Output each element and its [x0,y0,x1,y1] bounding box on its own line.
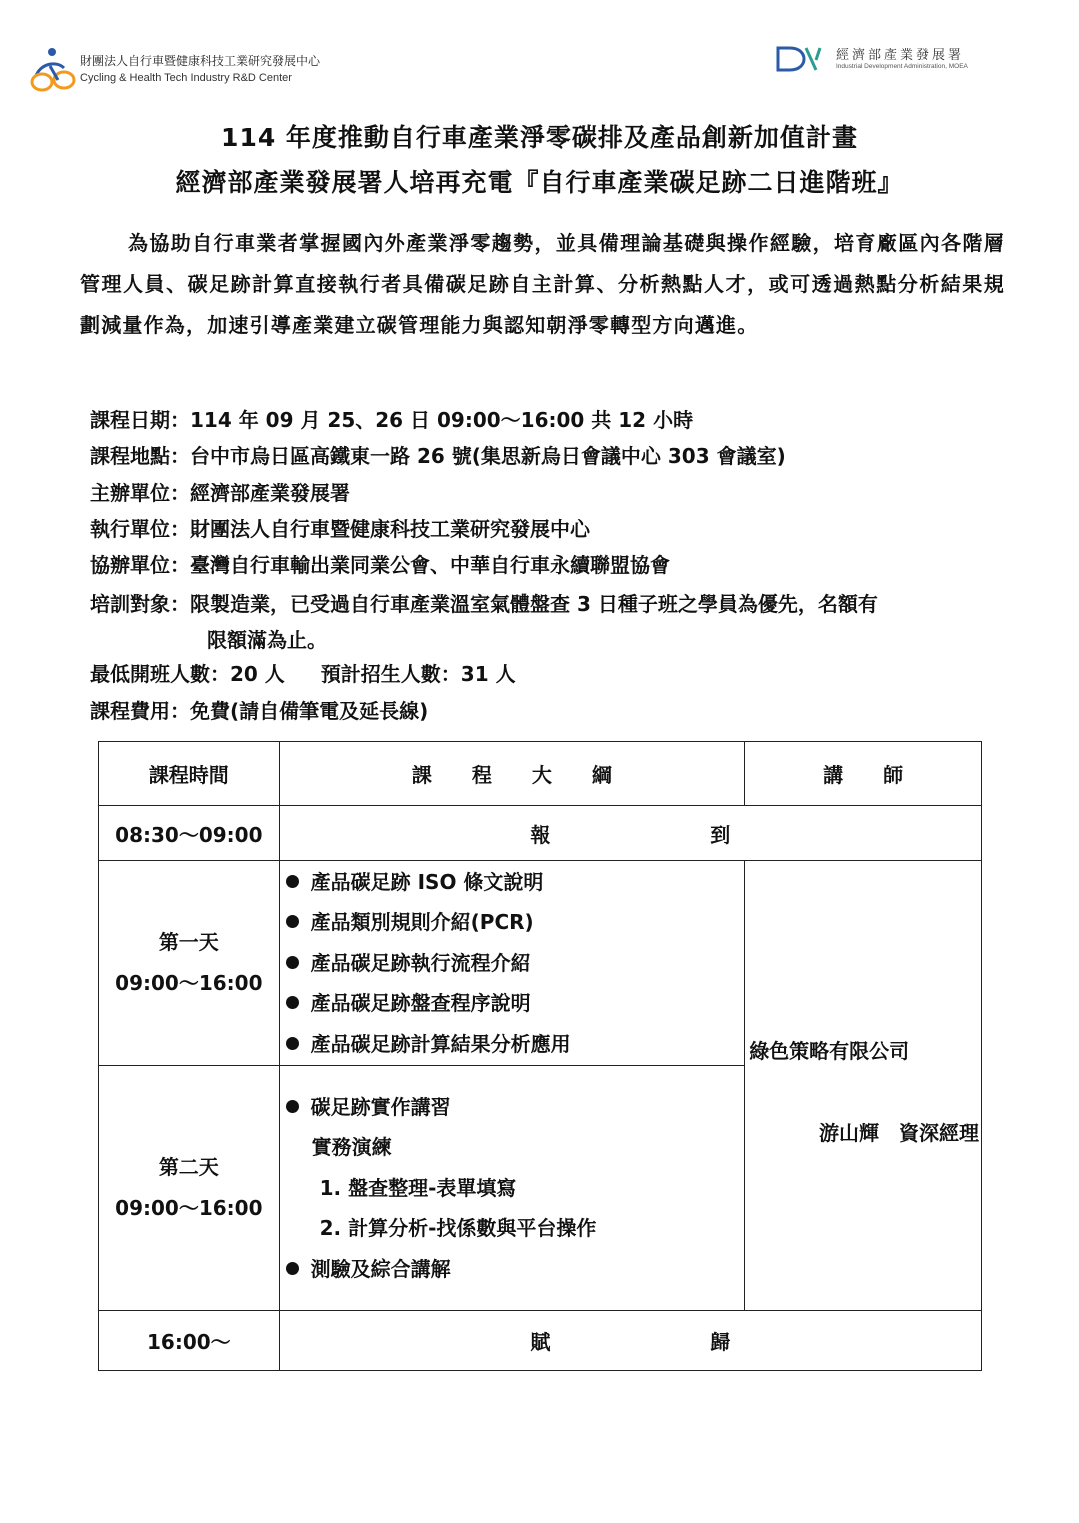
list-item: 1. 盤查整理-表單填寫 [319,1175,517,1200]
reg-time: 08:30～09:00 [99,806,280,861]
day1-cell [99,861,280,1066]
bullet-icon [286,996,299,1009]
info-target [90,586,1010,658]
day1-label: 第一天 [158,930,219,954]
list-item: 產品碳足跡執行流程介紹 [286,943,745,984]
intro-paragraph: 為協助自行車業者掌握國內外產業淨零趨勢，並具備理論基礎與操作經驗，培育廠區內各階層管理人員、碳足跡計算直接執行者具備碳足跡自主計算、分析熱點人才，或可透過熱點分析結果規劃減量作為，加速引導產業建立碳管理能力與認知朝淨零轉型方向邁進。 [80,231,1005,337]
cycling-logo-icon [30,46,78,94]
info-place [90,440,1010,469]
ida-mark-icon [776,46,826,72]
info-target-value: 限製造業，已受過自行車產業溫室氣體盤查 3 日種子班之學員為優先，名額有 [190,592,878,616]
info-fee-label: 課程費用： [90,699,190,723]
instructor-company: 綠色策略有限公司 [749,1039,910,1063]
table-row [99,861,982,1066]
document-title: 114 年度推動自行車產業淨零碳排及產品創新加值計畫 [221,123,858,152]
day2-time: 09:00～16:00 [115,1196,263,1220]
day2-topics [279,1066,745,1311]
info-plan-value: 31 人 [460,662,516,686]
bullet-icon [286,915,299,928]
chc-logo [30,46,330,96]
bullet-icon [286,956,299,969]
list-item: 實務演練 [311,1135,392,1160]
info-place-value: 台中市烏日區高鐵東一路 26 號(集思新烏日會議中心 303 會議室) [190,444,786,468]
list-item: 產品碳足跡計算結果分析應用 [286,1024,745,1065]
info-co-value: 臺灣自行車輸出業同業公會、中華自行車永續聯盟協會 [190,553,670,577]
day1-time: 09:00～16:00 [115,971,263,995]
bullet-icon [286,1037,299,1050]
end-label: 賦 歸 [279,1311,981,1371]
info-min-value: 20 人 [230,662,285,686]
info-exec-label: 執行單位： [90,517,190,541]
ida-name-zh: 經濟部產業發展署 [836,48,965,63]
list-item: 產品類別規則介紹(PCR) [286,902,745,943]
info-fee [90,695,1010,724]
info-target-value-cont: 限額滿為止。 [207,628,327,652]
info-host-label: 主辦單位： [90,481,190,505]
instructor-name: 游山輝 資深經理 [819,1121,979,1145]
list-item: 碳足跡實作講習 [286,1087,745,1128]
table-row [99,1311,982,1371]
info-min-label: 最低開班人數： [90,662,230,686]
info-plan-label: 預計招生人數： [320,662,461,686]
list-item: 產品碳足跡盤查程序說明 [286,983,745,1024]
ida-logo [776,44,986,76]
list-item: 測驗及綜合講解 [286,1249,745,1290]
instructor-cell [745,861,982,1311]
info-co-label: 協辦單位： [90,553,190,577]
reg-label: 報 到 [279,806,981,861]
info-fee-value: 免費(請自備筆電及延長線) [190,699,429,723]
end-time: 16:00～ [99,1311,280,1371]
info-place-label: 課程地點： [90,444,190,468]
org-name-en: Cycling & Health Tech Industry R&D Center [80,72,292,84]
document-subtitle: 經濟部產業發展署人培再充電『自行車產業碳足跡二日進階班』 [175,168,904,197]
info-capacity [90,658,1010,687]
header-instructor: 講 師 [745,742,982,806]
day2-cell [99,1066,280,1311]
info-date-value: 114 年 09 月 25、26 日 09:00～16:00 共 12 小時 [190,408,694,432]
list-item: 產品碳足跡 ISO 條文說明 [286,862,745,903]
info-co [90,549,1010,578]
info-date-label: 課程日期： [90,408,190,432]
bullet-icon [286,1262,299,1275]
info-date [90,404,1010,433]
header-outline: 課 程 大 綱 [279,742,745,806]
info-exec-value: 財團法人自行車暨健康科技工業研究發展中心 [190,517,590,541]
day2-label: 第二天 [158,1155,219,1179]
ida-name-en: Industrial Development Administration, MOEA [836,63,968,70]
table-row [99,806,982,861]
list-item: 2. 計算分析-找係數與平台操作 [319,1216,597,1241]
org-name-zh: 財團法人自行車暨健康科技工業研究發展中心 [80,54,321,68]
schedule-table [98,741,982,1371]
info-host-value: 經濟部產業發展署 [190,481,350,505]
bullet-icon [286,1100,299,1113]
info-host [90,477,1010,506]
table-header-row [99,742,982,806]
bullet-icon [286,875,299,888]
info-exec [90,513,1010,542]
day1-topics [279,861,745,1066]
info-target-label: 培訓對象： [90,592,190,616]
header-time: 課程時間 [99,742,280,806]
